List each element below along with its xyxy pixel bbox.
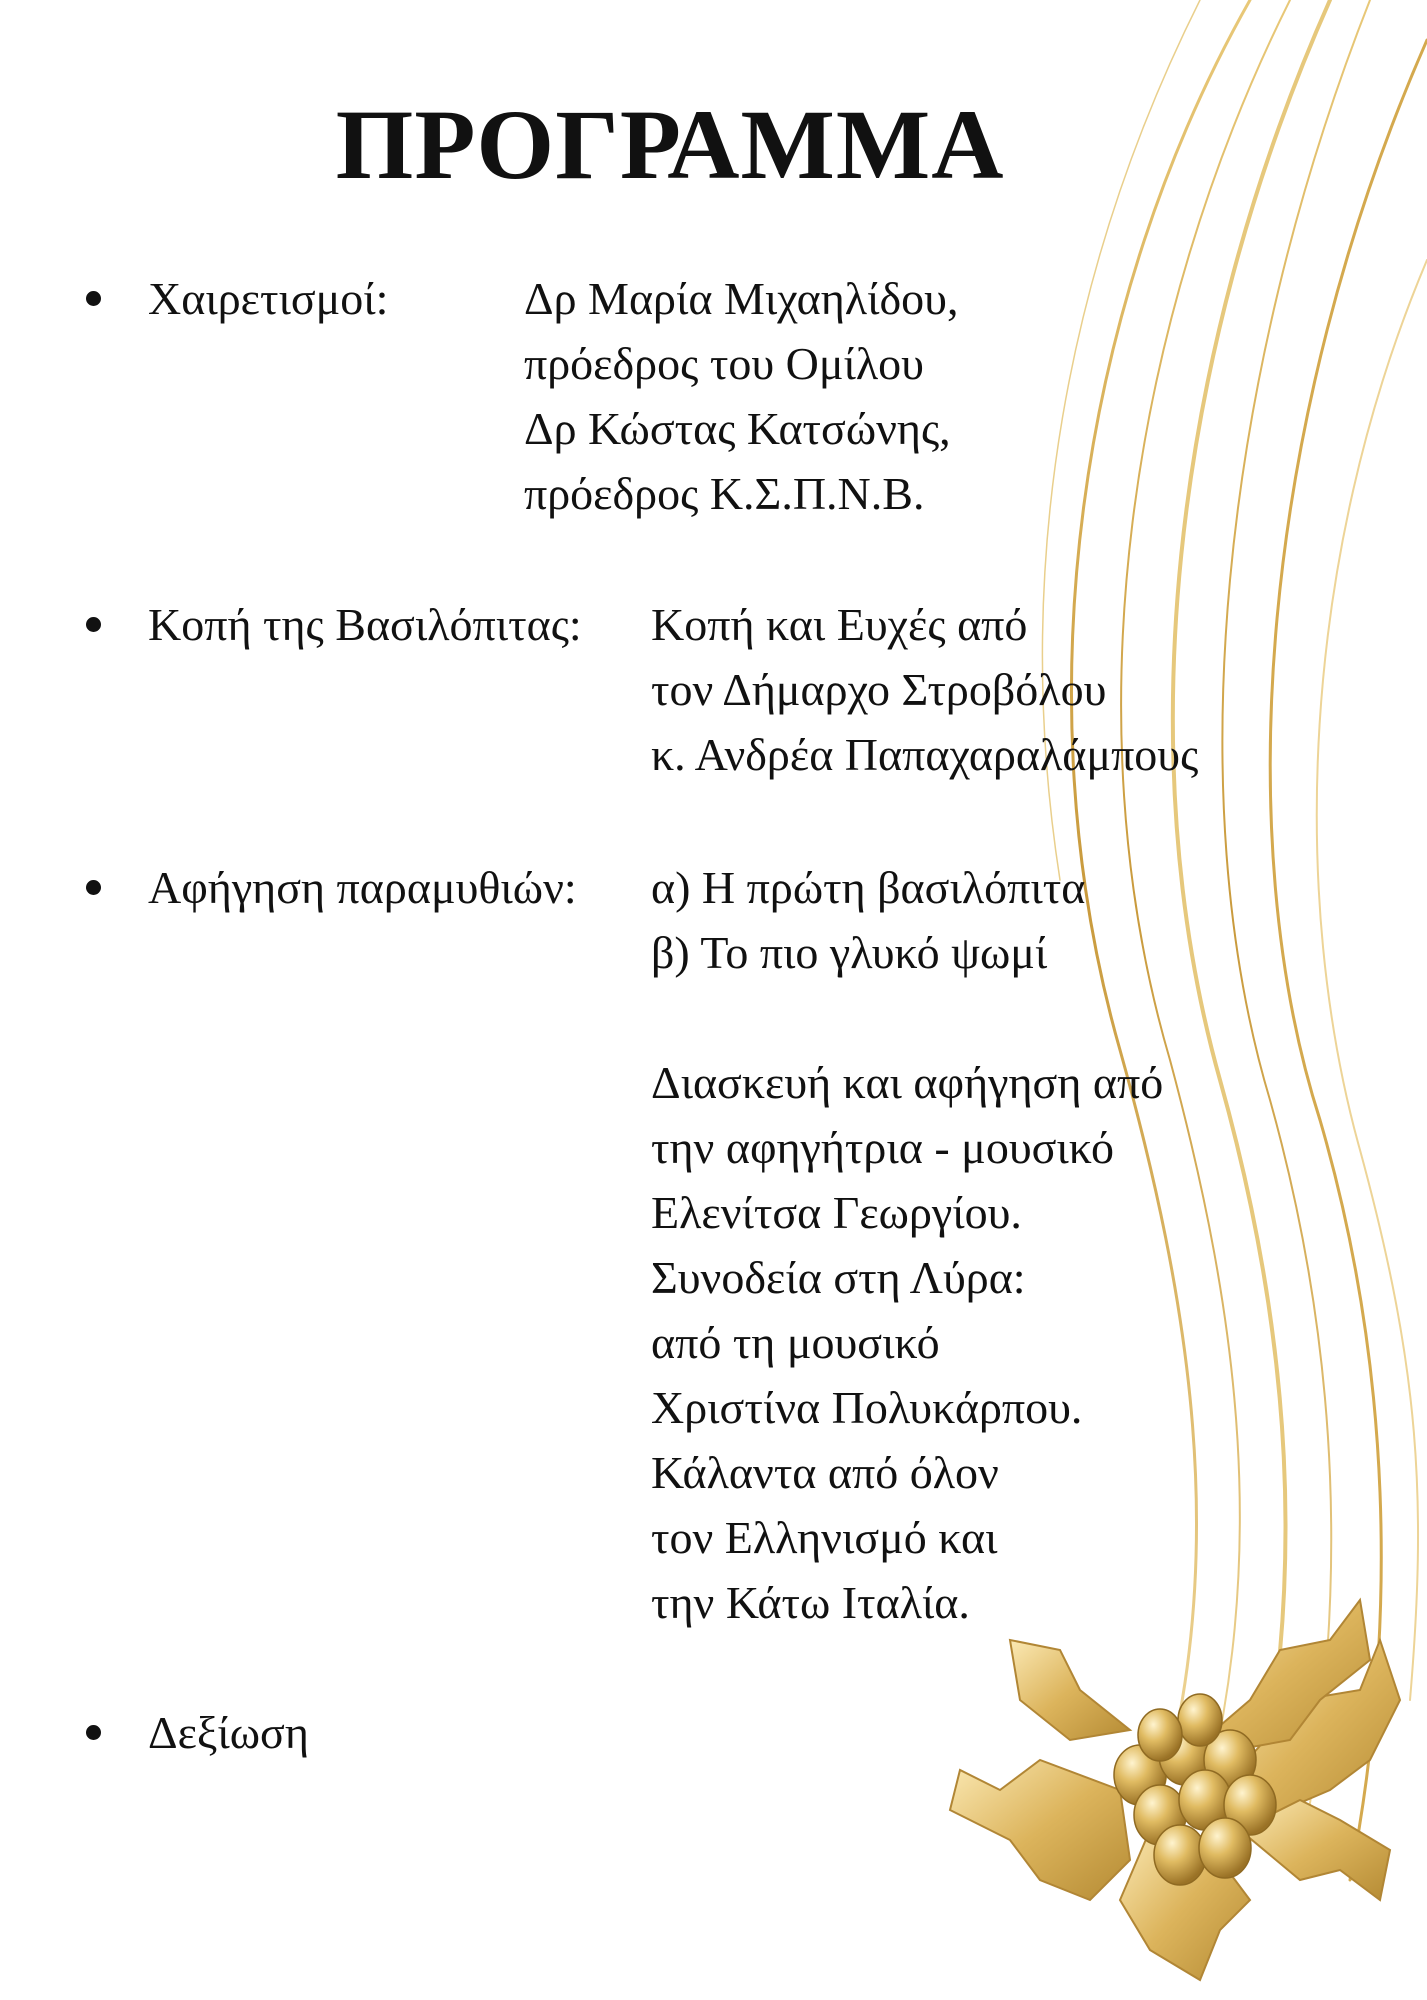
bullet-icon bbox=[86, 1725, 101, 1740]
item-label: Αφήγηση παραμυθιών: bbox=[148, 862, 577, 913]
detail-line: πρόεδρος του Ομίλου bbox=[524, 338, 924, 389]
item-details bbox=[524, 266, 958, 526]
detail-line: Συνοδεία στη Λύρα: bbox=[651, 1252, 1026, 1303]
detail-line: τον Δήμαρχο Στροβόλου bbox=[651, 664, 1107, 715]
detail-line: Δρ Κώστας Κατσώνης, bbox=[524, 403, 951, 454]
item-label: Δεξίωση bbox=[148, 1707, 309, 1758]
page-title: ΠΡΟΓΡΑΜΜΑ bbox=[335, 89, 1005, 200]
detail-line: Κάλαντα από όλον bbox=[651, 1447, 999, 1498]
item-label: Χαιρετισμοί: bbox=[148, 273, 389, 324]
detail-line: β) Το πιο γλυκό ψωμί bbox=[651, 927, 1048, 978]
item-label: Κοπή της Βασιλόπιτας: bbox=[148, 599, 582, 650]
detail-line: Διασκευή και αφήγηση από bbox=[651, 1057, 1164, 1108]
detail-line: από τη μουσικό bbox=[651, 1317, 940, 1368]
detail-line: Κοπή και Ευχές από bbox=[651, 599, 1028, 650]
holly-leaves-icon bbox=[950, 1600, 1400, 1980]
detail-line: τον Ελληνισμό και bbox=[651, 1512, 998, 1563]
gold-berries-icon bbox=[1114, 1694, 1276, 1885]
detail-line: πρόεδρος Κ.Σ.Π.Ν.Β. bbox=[524, 468, 925, 519]
item-details bbox=[651, 855, 1163, 1635]
bullet-icon bbox=[86, 617, 101, 632]
detail-line: Δρ Μαρία Μιχαηλίδου, bbox=[524, 273, 959, 324]
detail-line: Χριστίνα Πολυκάρπου. bbox=[651, 1382, 1083, 1433]
item-details bbox=[651, 592, 1198, 787]
detail-line: την αφηγήτρια - μουσικό bbox=[651, 1122, 1114, 1173]
bullet-icon bbox=[86, 880, 101, 895]
detail-line: την Κάτω Ιταλία. bbox=[651, 1577, 970, 1628]
detail-line: κ. Ανδρέα Παπαχαραλάμπους bbox=[651, 729, 1199, 780]
bullet-icon bbox=[86, 291, 101, 306]
detail-line: Ελενίτσα Γεωργίου. bbox=[651, 1187, 1022, 1238]
detail-line: α) Η πρώτη βασιλόπιτα bbox=[651, 862, 1086, 913]
